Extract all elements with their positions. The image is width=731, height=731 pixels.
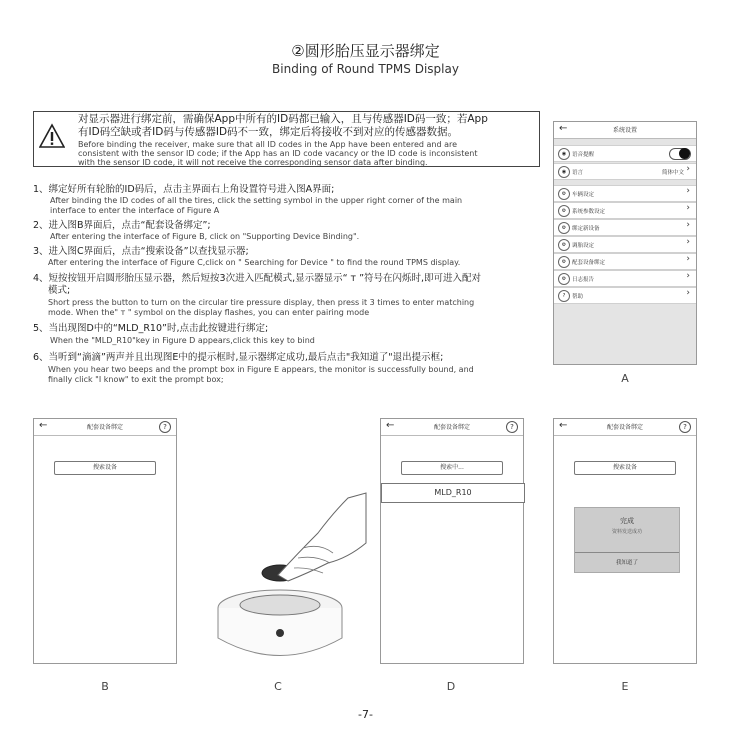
page-title-cn: ②圆形胎压显示器绑定	[291, 42, 440, 60]
menu-label: 调胎设定	[572, 243, 595, 249]
figure-b-label: B	[101, 680, 109, 693]
menu-row-log[interactable]	[554, 270, 696, 287]
chevron-right-icon: ›	[686, 254, 690, 264]
menu-row-vehicle[interactable]	[554, 185, 696, 202]
language-value: 简体中文	[661, 170, 684, 176]
voice-toggle[interactable]	[669, 148, 691, 160]
menu-label: 车辆设定	[572, 192, 595, 198]
step-4-en1: Short press the button to turn on the circular tire pressure display, then press it 3 times to enter matching	[48, 298, 475, 307]
back-arrow-icon[interactable]: ←	[559, 420, 568, 431]
gear-icon: ⚙	[558, 205, 570, 217]
figure-e-phone	[553, 418, 697, 664]
figure-d-header	[381, 419, 523, 436]
figure-c-label: C	[274, 680, 282, 693]
tire-icon: ⚙	[558, 239, 570, 251]
warning-triangle-icon	[39, 123, 65, 149]
figure-b-header	[34, 419, 176, 436]
step-3-en1: After entering the interface of Figure C,click on " Searching for Device " to find the round TPMS display.	[48, 258, 461, 267]
menu-row-tire-swap[interactable]	[554, 236, 696, 253]
help-icon[interactable]: ?	[679, 421, 691, 433]
menu-label: 配套设备绑定	[572, 260, 606, 266]
car-icon: ⚙	[558, 188, 570, 200]
warning-en-line2: consistent with the sensor ID code; if the App has an ID code vacancy or the ID code is inconsistent	[78, 149, 478, 158]
warning-en-line1: Before binding the receiver, make sure that all ID codes in the App have been entered and are	[78, 140, 458, 149]
step-2-cn: 2、进入图B界面后，点击“配套设备绑定”;	[33, 220, 211, 231]
step-3-cn: 3、进入图C界面后，点击“搜索设备”以查找显示器;	[33, 246, 249, 257]
step-5-cn: 5、当出现图D中的“MLD_R10”时,点击此按键进行绑定;	[33, 323, 269, 334]
step-1-en2: interface to enter the interface of Figure A	[50, 206, 220, 215]
help-icon[interactable]: ?	[506, 421, 518, 433]
language-label: 语言	[572, 170, 584, 176]
success-dialog	[574, 507, 680, 573]
menu-label: 日志报告	[572, 277, 595, 283]
help-icon: ?	[558, 290, 570, 302]
help-icon[interactable]: ?	[159, 421, 171, 433]
globe-icon: ◉	[558, 166, 570, 178]
search-device-button[interactable]: 搜索设备	[574, 461, 676, 475]
device-icon: ⚙	[558, 256, 570, 268]
dialog-divider	[575, 552, 679, 553]
step-1-en1: After binding the ID codes of all the tires, click the setting symbol in the upper right corner of the main	[50, 196, 463, 205]
figure-b-title: 配套设备绑定	[86, 424, 123, 431]
figure-b-phone	[33, 418, 177, 664]
figure-a-header	[554, 122, 696, 139]
chevron-right-icon: ›	[686, 186, 690, 196]
step-4-cn2: 模式;	[48, 285, 71, 296]
figure-e-title: 配套设备绑定	[606, 424, 643, 431]
tpms-display-hand-illustration	[208, 473, 368, 673]
voice-alarm-label: 语音提醒	[572, 152, 595, 158]
chevron-right-icon: ›	[686, 220, 690, 230]
menu-row-system-params[interactable]	[554, 202, 696, 219]
step-4-en2: mode. When the" ᴛ " symbol on the display flashes, you can enter pairing mode	[48, 308, 370, 317]
language-row[interactable]	[554, 163, 696, 180]
back-arrow-icon[interactable]: ←	[559, 123, 568, 134]
chevron-right-icon: ›	[686, 203, 690, 213]
warning-cn-line1: 对显示器进行绑定前，需确保App中所有的ID码都已输入，且与传感器ID码一致；若App	[78, 113, 488, 125]
step-6-cn: 6、当听到“滴滴”两声并且出现图E中的提示框时,显示器绑定成功,最后点击"我知道了"退出提示框;	[33, 352, 444, 363]
step-5-en1: When the "MLD_R10"key in Figure D appears,click this key to bind	[50, 336, 315, 345]
log-icon: ⚙	[558, 273, 570, 285]
menu-row-bind-new[interactable]	[554, 219, 696, 236]
figure-d-phone	[380, 418, 524, 664]
device-mld-r10-button[interactable]: MLD_R10	[381, 483, 525, 503]
figure-a-phone	[553, 121, 697, 365]
figure-e-header	[554, 419, 696, 436]
link-icon: ⚙	[558, 222, 570, 234]
figure-a-title: 系统设置	[612, 127, 637, 134]
page-title-en: Binding of Round TPMS Display	[272, 62, 459, 76]
chevron-right-icon: ›	[686, 164, 690, 174]
figure-e-label: E	[621, 680, 629, 693]
menu-label: 系统参数设定	[572, 209, 606, 215]
searching-button[interactable]: 搜索中...	[401, 461, 503, 475]
dialog-message: 资料发送成功	[611, 529, 642, 535]
chevron-right-icon: ›	[686, 237, 690, 247]
chevron-right-icon: ›	[686, 288, 690, 298]
menu-row-help[interactable]	[554, 287, 696, 304]
figure-d-label: D	[446, 680, 456, 693]
step-6-en2: finally click "I know" to exit the prompt box;	[48, 375, 224, 384]
toggle-knob-icon	[679, 148, 690, 159]
menu-label: 帮助	[572, 294, 584, 300]
figure-a-label: A	[621, 372, 629, 385]
step-1-cn: 1、绑定好所有轮胎的ID码后，点击主界面右上角设置符号进入图A界面;	[33, 184, 335, 195]
dialog-ok-button[interactable]: 我知道了	[615, 560, 638, 566]
step-4-cn: 4、短按按钮开启圆形胎压显示器，然后短按3次进入匹配模式,显示器显示“ ᴛ ”符号在闪烁时,即可进入配对	[33, 273, 482, 284]
speaker-icon: ◉	[558, 148, 570, 160]
menu-row-device-binding[interactable]	[554, 253, 696, 270]
figure-d-title: 配套设备绑定	[433, 424, 470, 431]
page-number: -7-	[358, 708, 373, 721]
dialog-title: 完成	[620, 517, 634, 525]
step-6-en1: When you hear two beeps and the prompt box in Figure E appears, the monitor is successfully bound, and	[48, 365, 474, 374]
back-arrow-icon[interactable]: ←	[386, 420, 395, 431]
back-arrow-icon[interactable]: ←	[39, 420, 48, 431]
search-device-button[interactable]: 搜索设备	[54, 461, 156, 475]
warning-cn-line2: 有ID码空缺或者ID码与传感器ID码不一致，绑定后将接收不到对应的传感器数据。	[78, 126, 459, 138]
chevron-right-icon: ›	[686, 271, 690, 281]
step-2-en1: After entering the interface of Figure B, click on "Supporting Device Binding".	[50, 232, 360, 241]
warning-en-line3: with the sensor ID code, it will not receive the corresponding sensor data after binding.	[78, 158, 428, 167]
voice-alarm-row[interactable]	[554, 145, 696, 162]
menu-label: 绑定新设备	[572, 226, 600, 232]
